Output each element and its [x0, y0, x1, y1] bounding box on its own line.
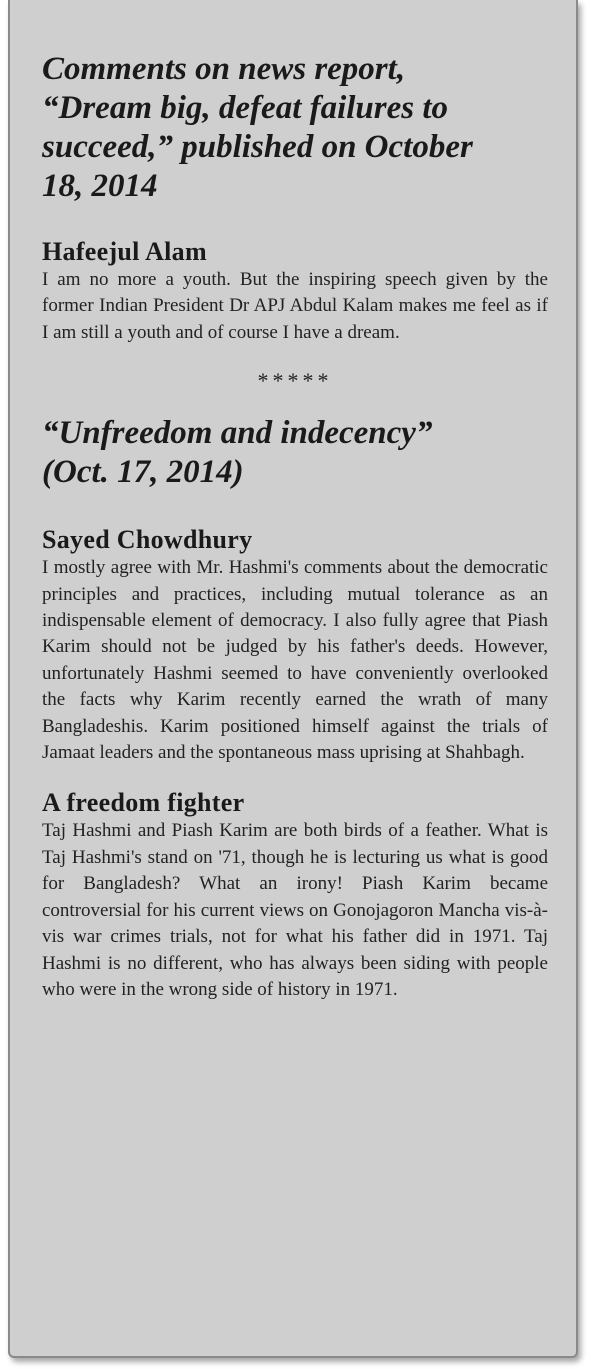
comment-text: I am no more a youth. But the inspiring speech given by the former Indian President Dr APJ Abdul Kalam makes me feel as if I am still a youth and of course I have a dream.: [42, 269, 548, 343]
comment-author: Hafeejul Alam: [42, 237, 207, 266]
comment-text: I mostly agree with Mr. Hashmi's comments about the democratic principles and practices, including mutual tolerance as an indispensable element of democracy. I also fully agree that Piash Karim should not be judged by his father's deeds. However, unfortunately Hashmi seemed to have conveniently overlooked the facts why Karim recently earned the wrath of many Bangladeshis. Karim positioned himself against the trials of Jamaat leaders and the spontaneous mass uprising at Shahbagh.: [42, 557, 548, 764]
comment-author: Sayed Chowdhury: [42, 525, 253, 555]
comment-author: A freedom fighter: [42, 788, 245, 818]
section1-headline: Comments on news report, “Dream big, defeat failures to succeed,” published on October 18, 2014: [42, 51, 473, 204]
comment-text: Taj Hashmi and Piash Karim are both birds of a feather. What is Taj Hashmi's stand on '71, though he is lecturing us what is good for Bangladesh? What an irony! Piash Karim became controversial for his current views on Gonojagoron Mancha vis-à-vis war crimes trials, not for what his father did in 1971. Taj Hashmi is no different, who has always been siding with people who were in the wrong side of history in 1971.: [42, 820, 548, 1000]
comments-content: [42, 50, 548, 1003]
section2-headline: “Unfreedom and indecency” (Oct. 17, 2014): [42, 415, 433, 491]
separator-stars: *****: [257, 368, 333, 394]
